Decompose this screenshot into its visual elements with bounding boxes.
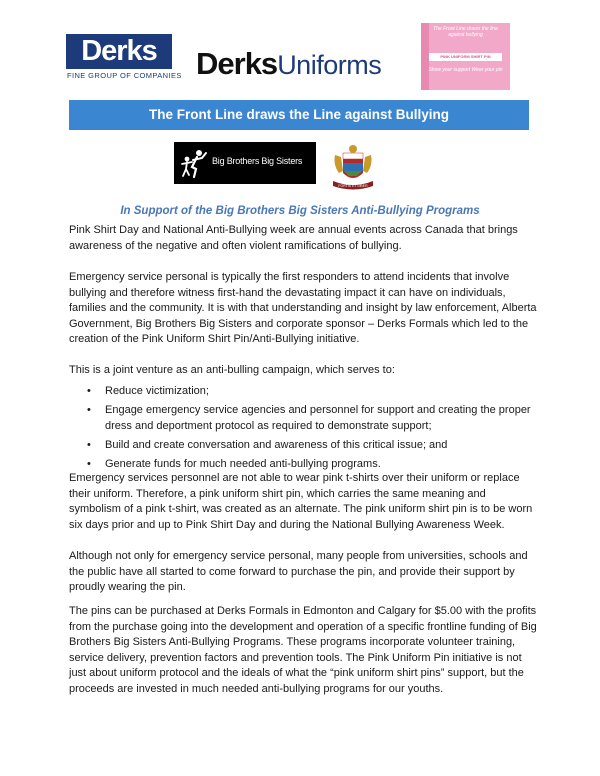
paragraph-intro: Pink Shirt Day and National Anti-Bullying week are annual events across Canada that brings awareness of the negative and often violent ramifications of bullying. xyxy=(69,224,518,252)
list-item-text: Engage emergency service agencies and personnel for support and creating the proper dress and deportment protocol as required to demonstrate support; xyxy=(105,404,531,432)
pink-logo-bottom-text: Show your support Wear your pin xyxy=(428,67,503,73)
campaign-goals-list xyxy=(69,381,539,473)
subtitle: In Support of the Big Brothers Big Sisters Anti-Bullying Programs xyxy=(120,205,480,217)
bullet-icon: • xyxy=(87,438,91,451)
list-item xyxy=(69,438,539,454)
list-item xyxy=(69,384,539,400)
title-banner: The Front Line draws the Line against Bullying xyxy=(69,100,529,130)
list-item-text: Reduce victimization; xyxy=(105,385,209,398)
derks-uniforms-logo-part2: Uniforms xyxy=(277,50,382,80)
derks-uniforms-logo-part1: Derks xyxy=(196,46,278,81)
paragraph-joint-venture: This is a joint venture as an anti-bulling campaign, which serves to: xyxy=(69,364,395,376)
paragraph-public-support: Although not only for emergency service personal, many people from universities, schools and the public have all started to come forward to purchase the pin, and provide their support by proudly wearing the pin. xyxy=(69,550,528,594)
derks-logo-wordmark: Derks xyxy=(66,34,172,69)
bullet-icon: • xyxy=(87,457,91,470)
derks-fine-group-logo xyxy=(66,34,182,84)
paragraph-pin-alternate: Emergency services personnel are not able to wear pink t-shirts over their uniform or replace their uniform. Therefore, a pink uniform shirt pin, which carries the same meaning and symbolism of a pink t-shirt, was created as an alternate. The pink uniform shirt pin is to be worn six days prior and up to Pink Shirt Day and during the National Bullying Awareness Week. xyxy=(69,472,533,531)
pink-uniform-pin-logo xyxy=(421,23,510,90)
bullet-icon: • xyxy=(87,385,91,398)
big-brothers-big-sisters-logo xyxy=(174,142,316,184)
bullet-icon: • xyxy=(87,404,91,417)
alberta-crest-icon xyxy=(327,143,379,193)
bbbs-figures-icon xyxy=(178,147,210,179)
paragraph-emergency-services: Emergency service personal is typically the first responders to attend incidents that involve bullying and therefore witness first-hand the devastating impact it can have on individuals, families and the community. It is with that understanding and insight by law enforcement, Alberta Government, Big Brothers Big Sisters and corporate sponsor – Derks Formals which led to the creation of the Pink Uniform Shirt Pin/Anti-Bullying initiative. xyxy=(69,271,537,346)
crest-motto-text: FORTIS ET LIBER xyxy=(338,184,368,188)
list-item-text: Generate funds for much needed anti-bullying programs. xyxy=(105,457,381,470)
pink-logo-band xyxy=(429,53,502,61)
pink-logo-band-text: PINK UNIFORM SHIRT PIN xyxy=(440,54,491,59)
list-item-text: Build and create conversation and awareness of this critical issue; and xyxy=(105,438,448,451)
list-item xyxy=(69,403,539,434)
paragraph-purchase-info: The pins can be purchased at Derks Formals in Edmonton and Calgary for $5.00 with the profits from the purchase going into the development and operation of a specific frontline funding of Big Brothers Big Sisters Anti-Bullying Programs. These programs incorporate volunteer training, service delivery, prevention factors and prevention tools. The Pink Uniform Pin initiative is not just about uniform protocol and the ideals of what the “pink uniform shirt pins” support, but the proceeds are invested in much needed anti-bullying programs for our youths. xyxy=(69,605,537,695)
bbbs-logo-text: Big Brothers Big Sisters xyxy=(212,156,303,166)
derks-logo-tagline: FINE GROUP OF COMPANIES xyxy=(67,71,182,80)
pink-logo-top-text: The Front Line draws the line against bullying xyxy=(433,26,498,38)
derks-uniforms-logo xyxy=(196,46,381,82)
